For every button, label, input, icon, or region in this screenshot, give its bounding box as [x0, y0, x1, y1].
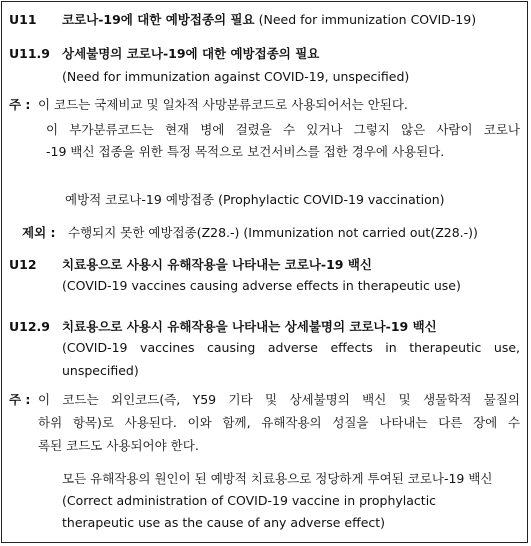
code-u12-9: U12.9 [9, 319, 50, 334]
code-u11: U11 [9, 12, 37, 27]
u12-title-en: (COVID-19 vaccines causing adverse effects in therapeutic use) [62, 278, 461, 293]
u11-title-en: (Need for immunization COVID-19) [258, 12, 477, 27]
note1-line-1: 이 코드는 국제비교 및 일차적 사망분류코드로 사용되어서는 안된다. [38, 97, 408, 112]
note1-line-3: -19 백신 접종을 위한 특정 목적으로 보건서비스를 접한 경우에 사용된다. [46, 144, 445, 159]
note1-label: 주 : [9, 97, 31, 112]
u12-9-title-en-2: unspecified) [62, 363, 139, 378]
u12-9-title-ko: 치료용으로 사용시 유해작용을 나타내는 상세불명의 코로나-19 백신 [62, 319, 437, 334]
note1-line-2: 이 부가분류코드는 현재 병에 걸렸을 수 있거나 그렇지 않은 사람이 코로나 [46, 122, 520, 137]
note2-line-2: 하위 항목)로 사용된다. 이와 함께, 유해작용의 성질을 나타내는 다른 장에 수 [38, 415, 520, 430]
note2-line-3: 록된 코드도 사용되어야 한다. [38, 438, 199, 453]
inclusion1-text: 예방적 코로나-19 예방접종 (Prophylactic COVID-19 vaccination) [65, 192, 445, 207]
u12-title-ko: 치료용으로 사용시 유해작용을 나타내는 코로나-19 백신 [62, 257, 372, 272]
u11-title [62, 11, 476, 29]
inclusion2-en-1: (Correct administration of COVID-19 vaccine in prophylactic [62, 493, 437, 508]
exclusion1-label: 제외 : [22, 225, 56, 240]
inclusion2-en-2: therapeutic use as the cause of any adverse effect) [62, 515, 386, 530]
code-u11-9: U11.9 [9, 46, 50, 61]
inclusion2-ko: 모든 유해작용의 원인이 된 예방적 치료용으로 정당하게 투여된 코로나-19 백신 [62, 471, 493, 486]
u11-title-ko: 코로나-19에 대한 예방접종의 필요 [62, 12, 255, 27]
exclusion1-text: 수행되지 못한 예방접종(Z28.-) (Immunization not carried out(Z28.-)) [68, 225, 478, 240]
u11-9-title-ko: 상세불명의 코로나-19에 대한 예방접종의 필요 [62, 46, 320, 61]
u12-9-title-en-1: (COVID-19 vaccines causing adverse effects in therapeutic use, [62, 340, 520, 355]
note2-line-1: 이 코드는 외인코드(즉, Y59 기타 및 상세불명의 백신 및 생물학적 물질의 [38, 392, 520, 407]
code-u12: U12 [9, 257, 37, 272]
u11-9-title-en: (Need for immunization against COVID-19, unspecified) [62, 69, 410, 84]
note2-label: 주 : [9, 392, 31, 407]
